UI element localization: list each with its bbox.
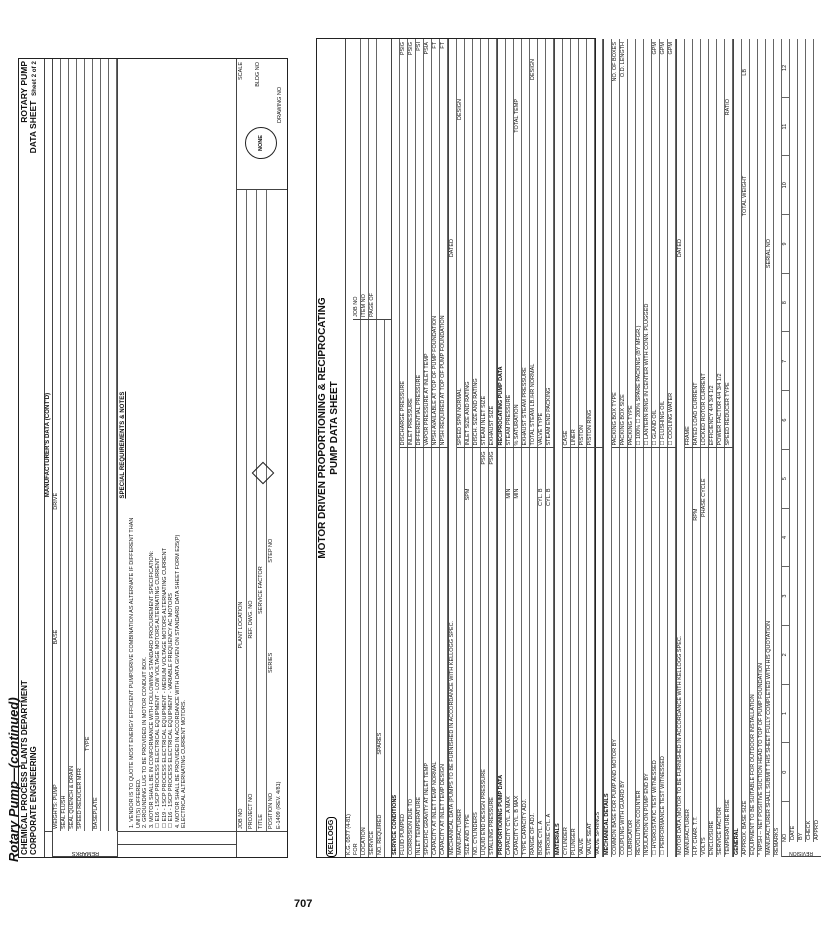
recip-row: TOTAL STEAM LB./HR NORMAL DESIGN	[530, 39, 538, 448]
rotary-pump-data-sheet	[18, 58, 288, 858]
prop-row: BORE CYL. A CYL. B	[538, 449, 546, 858]
sc-right-row: NPSH REQUIRED AT TOP OF PUMP FOUNDATION FT	[440, 39, 448, 448]
motor-row: RATED LOAD CURRENT	[693, 39, 701, 448]
note-line: 4. MOTOR SHALL BE PROVIDED IN ACCORDANCE WITH DATA GIVEN ON STANDARD DATA SHEET FORM E25(P)	[174, 534, 181, 828]
mat-row: CYLINDER	[563, 449, 571, 858]
location-field: LOCATION	[361, 320, 369, 857]
sc-left-row: FLUID PUMPED	[400, 449, 408, 858]
mat-row: VALVE	[579, 449, 587, 858]
job-no-row: JOB NOPLANT LOCATION	[237, 190, 247, 831]
recip-row: EXHAUST STEAM PRESSURE	[522, 39, 530, 448]
note-line: 2. GROUNDING LUG TO BE PROVIDED IN MOTOR CONDUIT BOX.	[142, 656, 148, 828]
seal-stamp: NONE	[245, 127, 277, 159]
kellogg-pump-data-sheet	[316, 38, 820, 858]
special-block	[118, 59, 237, 857]
sc-left-row: INLET TEMPERATURE	[416, 449, 424, 858]
mat-row: PISTON RING	[587, 39, 595, 448]
scale-label: SCALE	[238, 62, 244, 81]
project-no-row: PROJECT NOREF. DWG. NO	[247, 190, 257, 831]
kellogg-title-2: PUMP DATA SHEET	[329, 381, 340, 475]
note-line: 1. VENDOR IS TO QUOTE MOST ENERGY EFFICIENT PUMP/DRIVE COMBINATION AS ALTERNATE IF DIFFERENT THAN	[129, 517, 135, 828]
md-right-row: STEAM INLET SIZE	[481, 39, 489, 448]
motor-data	[685, 39, 734, 857]
rev-date-row: DATE	[790, 39, 798, 842]
service-conditions-header: SERVICE CONDITIONS	[392, 39, 400, 857]
mdet-row: COMMON BASE FOR PUMP AND MOTOR BY	[612, 449, 620, 858]
mdet-row: ☐ COOLING WATER GPM	[668, 39, 676, 448]
mat-row: PLUNGER	[571, 449, 579, 858]
motor-row: SPEED REDUCER TYPE RATIO	[725, 39, 733, 448]
motor-row: FRAME	[685, 39, 693, 448]
seal-quench-row: SEAL QUENCH & DRAIN	[69, 59, 77, 831]
sc-right-row: VAPOR PRESSURE AT INLET TEMP PSIA	[424, 39, 432, 448]
mat-row: VALVE SEAT	[587, 449, 595, 858]
general-row: REMARKS	[774, 39, 782, 857]
page-number: 707	[294, 898, 313, 910]
header-fields	[353, 39, 392, 857]
mdet-row: REVOLUTION COUNTER	[636, 449, 644, 858]
motor-row: H.P. CHAR. T.T. RPM	[693, 449, 701, 858]
general-row: EQUIPMENT TO BE SUITABLE FOR OUTDOOR INSTALLATION	[750, 39, 758, 857]
revision-columns	[118, 831, 236, 857]
motor-row: LOCKED ROTOR CURRENT	[701, 39, 709, 448]
sc-right-row: DIFFERENTIAL PRESSURE PSI	[416, 39, 424, 448]
sc-left-row: CAPACITY AT INLET TEMP DESIGN	[440, 449, 448, 858]
kellogg-title-1: MOTOR DRIVEN PROPORTIONING & RECIPROCATING	[317, 297, 328, 559]
mechanical-data-header: MECHANICAL DATA (PUMPS TO BE FURNISHED IN ACCORDANCE WITH KELLOGG SPEC. DATED	[449, 39, 457, 857]
engineering-title: CORPORATE ENGINEERING	[29, 746, 38, 855]
sheet-title-2: DATA SHEET	[28, 100, 38, 154]
materials-header: MATERIALS	[555, 39, 563, 857]
motor-data-header: MOTOR DATA (MOTOR TO BE FURNISHED IN ACCORDANCE WITH KELLOGG SPEC. DATED	[677, 39, 685, 857]
sheet-header	[19, 59, 45, 857]
mdet-row: PACKING BOX TYPE NO. OF BOXES	[612, 39, 620, 448]
pump-data	[498, 39, 555, 857]
general-header: GENERAL	[734, 39, 742, 857]
note-line: ELECTRICAL ALTERNATING CURRENT MOTORS.	[181, 699, 187, 828]
mdet-row: ☐ LANTERN RING IN CENTER WITH CONN. PLUGGED	[644, 39, 652, 448]
note-line: ☐ E19 - 1SCP PROCESS ELECTRICAL EQUIPMENT - MEDIUM VOLTAGE MOTORS ALTERNATING CURRENT	[161, 548, 168, 828]
motor-row: SERVICE FACTOR	[717, 449, 725, 858]
general-row: APPROX. BASE SIZE TOTAL WEIGHT LB	[742, 39, 750, 857]
mdet-row: PACKING TYPE	[628, 39, 636, 448]
motor-row: VOLTS PHASE CYCLE	[701, 449, 709, 858]
mat-row: PISTON	[579, 39, 587, 448]
kellogg-header	[317, 39, 346, 857]
note-line: UNIT(S) OFFERED.	[135, 778, 142, 828]
drawing-no: DRAWING NO	[277, 86, 283, 123]
prop-header: PROPORTIONING PUMP DATA	[498, 449, 506, 858]
mech-details	[612, 39, 677, 857]
form-number: E-1409 (REV. 4/81)	[276, 781, 282, 829]
note-line: 3. MOTOR SHALL BE IN CONFORMANCE WITH FOLLOWING STANDARD PROCUREMENT SPECIFICATION:	[148, 550, 155, 828]
weights-block	[53, 59, 118, 857]
mfr-data-header: MANUFACTURER'S DATA (CONT'D)	[45, 392, 51, 498]
motor-row: EFFICIENCY 4/4 3/4 1/2	[709, 39, 717, 448]
rev-no-row: NO 0 1 2 3 4 5 6 7 8 9 10 11 12	[782, 39, 790, 842]
no-required-field: NO. REQUIREDSPARES	[377, 320, 385, 857]
sc-left-row: SPECIFIC GRAVITY AT INLET TEMP	[424, 449, 432, 858]
md-right-row: EXHAUST SIZE	[489, 39, 497, 448]
md-left-row: SIZE AND TYPE SPM	[465, 449, 473, 858]
mat-row: CASE	[563, 39, 571, 448]
sc-right-row: NPSH AVAILABLE AT TOP OF PUMP FOUNDATION FT	[432, 39, 440, 448]
mat-row: LINER	[571, 39, 579, 448]
item-no-field: ITEM NO	[361, 39, 369, 319]
mech-details-header: MECHANICAL DETAILS	[604, 39, 612, 857]
sheet-number: Sheet 2 of 2	[32, 61, 38, 96]
mdet-row: INSULATION ON PUMP END BY	[644, 449, 652, 858]
mdet-row: LUBRICATOR	[628, 449, 636, 858]
rev-appr-row: APPR'D	[814, 820, 820, 840]
general-row: MANUFACTURER SHALL SUBMIT THIS SHEET FULLY COMPLETED WITH HIS QUOTATION SERIAL NO	[766, 39, 774, 857]
recip-row: VALVE TYPE	[538, 39, 546, 448]
service-field: SERVICE	[369, 320, 377, 857]
figure-caption: Rotary Pump—(continued)	[6, 697, 21, 862]
revision-label: REVISION	[782, 842, 821, 857]
prop-row: RANGE OF ADJ.	[530, 449, 538, 858]
mdet-row: COUPLING WITH GUARD BY	[620, 449, 628, 858]
sc-left-row: CORROSION DUE TO	[408, 449, 416, 858]
motor-row: ENCLOSURE	[709, 449, 717, 858]
mechanical-data	[457, 39, 498, 857]
md-right-row: SPEED SPM NORMAL DESIGN	[457, 39, 465, 448]
mdet-row: ☐ FLUSHING OIL GPM	[660, 39, 668, 448]
mat-row: VALVE SPRINGS	[595, 449, 603, 858]
rev-check-row: CHECK	[806, 39, 814, 842]
md-right-row: INLET SIZE AND RATING	[465, 39, 473, 448]
type-row: TYPE	[85, 59, 93, 831]
motor-row: MANUFACTURER	[685, 449, 693, 858]
revision-table	[782, 39, 821, 857]
recip-row: STEAM PRESSURE	[506, 39, 514, 448]
service-conditions	[400, 39, 449, 857]
md-left-row: LIQUID END DESIGN PRESSURE PSIG	[481, 449, 489, 858]
recip-row: STEAM END PACKING	[546, 39, 554, 448]
kellogg-logo: KELLOGG	[326, 817, 337, 858]
motor-row: POWER FACTOR 4/4 3/4 1/2	[717, 39, 725, 448]
note-line: ☐ E16 - 1SCP PROCESS ELECTRICAL EQUIPMENT - VARIABLE FREQUENCY AC MOTORS	[168, 593, 174, 828]
title-block	[237, 59, 287, 857]
remarks-label: REMARKS	[53, 831, 117, 857]
prop-row: CAPACITY CYL. B MAX MIN	[514, 449, 522, 858]
prop-row: STROKE CYL. A CYL. B	[546, 449, 554, 858]
job-no-field: JOB NO	[353, 39, 361, 319]
md-right-row: DISCH. SIZE AND RATING	[473, 39, 481, 448]
speed-reducer-row: SPEED REDUCER MFR	[77, 59, 85, 831]
motor-row: TEMPERATURE RISE	[725, 449, 733, 858]
position-row: POSITION NOSERIESSTEP NO	[268, 538, 274, 829]
seal-flush-row: SEAL FLUSH	[61, 59, 69, 831]
sc-right-row: INLET PRESSURE PSIG	[408, 39, 416, 448]
mdet-row: ☐ GLAND OIL GPM	[652, 39, 660, 448]
sc-left-row: CAPACITY AT INLET TEMP NORMAL	[432, 449, 440, 858]
special-requirements-header: SPECIAL REQUIREMENTS & NOTES	[120, 391, 126, 499]
mdet-row: ☐ 100% ☐ 200% SPARE PACKING (BY MFGR.)	[636, 39, 644, 448]
mdet-row: ☐ HYDROSTATIC TEST WITNESSED	[652, 449, 660, 858]
recip-row: % SATURATION TOTAL TEMP	[514, 39, 522, 448]
mdet-row: PACKING BOX SIZE O.D. LENGTH	[620, 39, 628, 448]
kellogg-form-number: K.G. 0577 (4-81)	[346, 814, 352, 855]
mdet-row: ☐ PERFORMANCE TEST WITNESSED	[660, 449, 668, 858]
prop-row: TYPE CAPACITY ADJ.	[522, 449, 530, 858]
weights-row: WEIGHTS: PUMPBASEDRIVE	[53, 59, 61, 831]
rev-by-row: BY	[798, 39, 806, 842]
bldg-no: BLDG NO	[255, 62, 261, 87]
sc-right-row: DISCHARGE PRESSURE PSIG	[400, 39, 408, 448]
department-title: CHEMICAL PROCESS PLANTS DEPARTMENT	[20, 680, 29, 855]
recip-header: RECIPROCATING PUMP DATA	[498, 39, 506, 448]
note-line: ☐ E16 - 1SCP PROCESS ELECTRICAL EQUIPMENT - LOW VOLTAGE MOTORS ALTERNATING CURRENT	[155, 557, 161, 828]
mfr-data-header-row	[45, 59, 53, 857]
md-left-row: STALLING PRESSURE PSIG	[489, 449, 497, 858]
for-field: FOR	[353, 320, 361, 857]
md-left-row: MANUFACTURER	[457, 449, 465, 858]
sheet-title-1: ROTARY PUMP	[19, 61, 29, 123]
baseplate-row: BASEPLATE	[93, 59, 101, 831]
materials	[563, 39, 604, 857]
title-row: TITLESERVICE FACTOR	[257, 190, 267, 831]
page-field: PAGE OF	[369, 39, 377, 319]
prop-row: CAPACITY CYL. A MAX MIN	[506, 449, 514, 858]
md-left-row: NO. CYLINDERS	[473, 449, 481, 858]
general-row: * NPSH -- NET POSITIVE SUCTION HEAD TO TOP OF PUMP FOUNDATION	[758, 39, 766, 857]
